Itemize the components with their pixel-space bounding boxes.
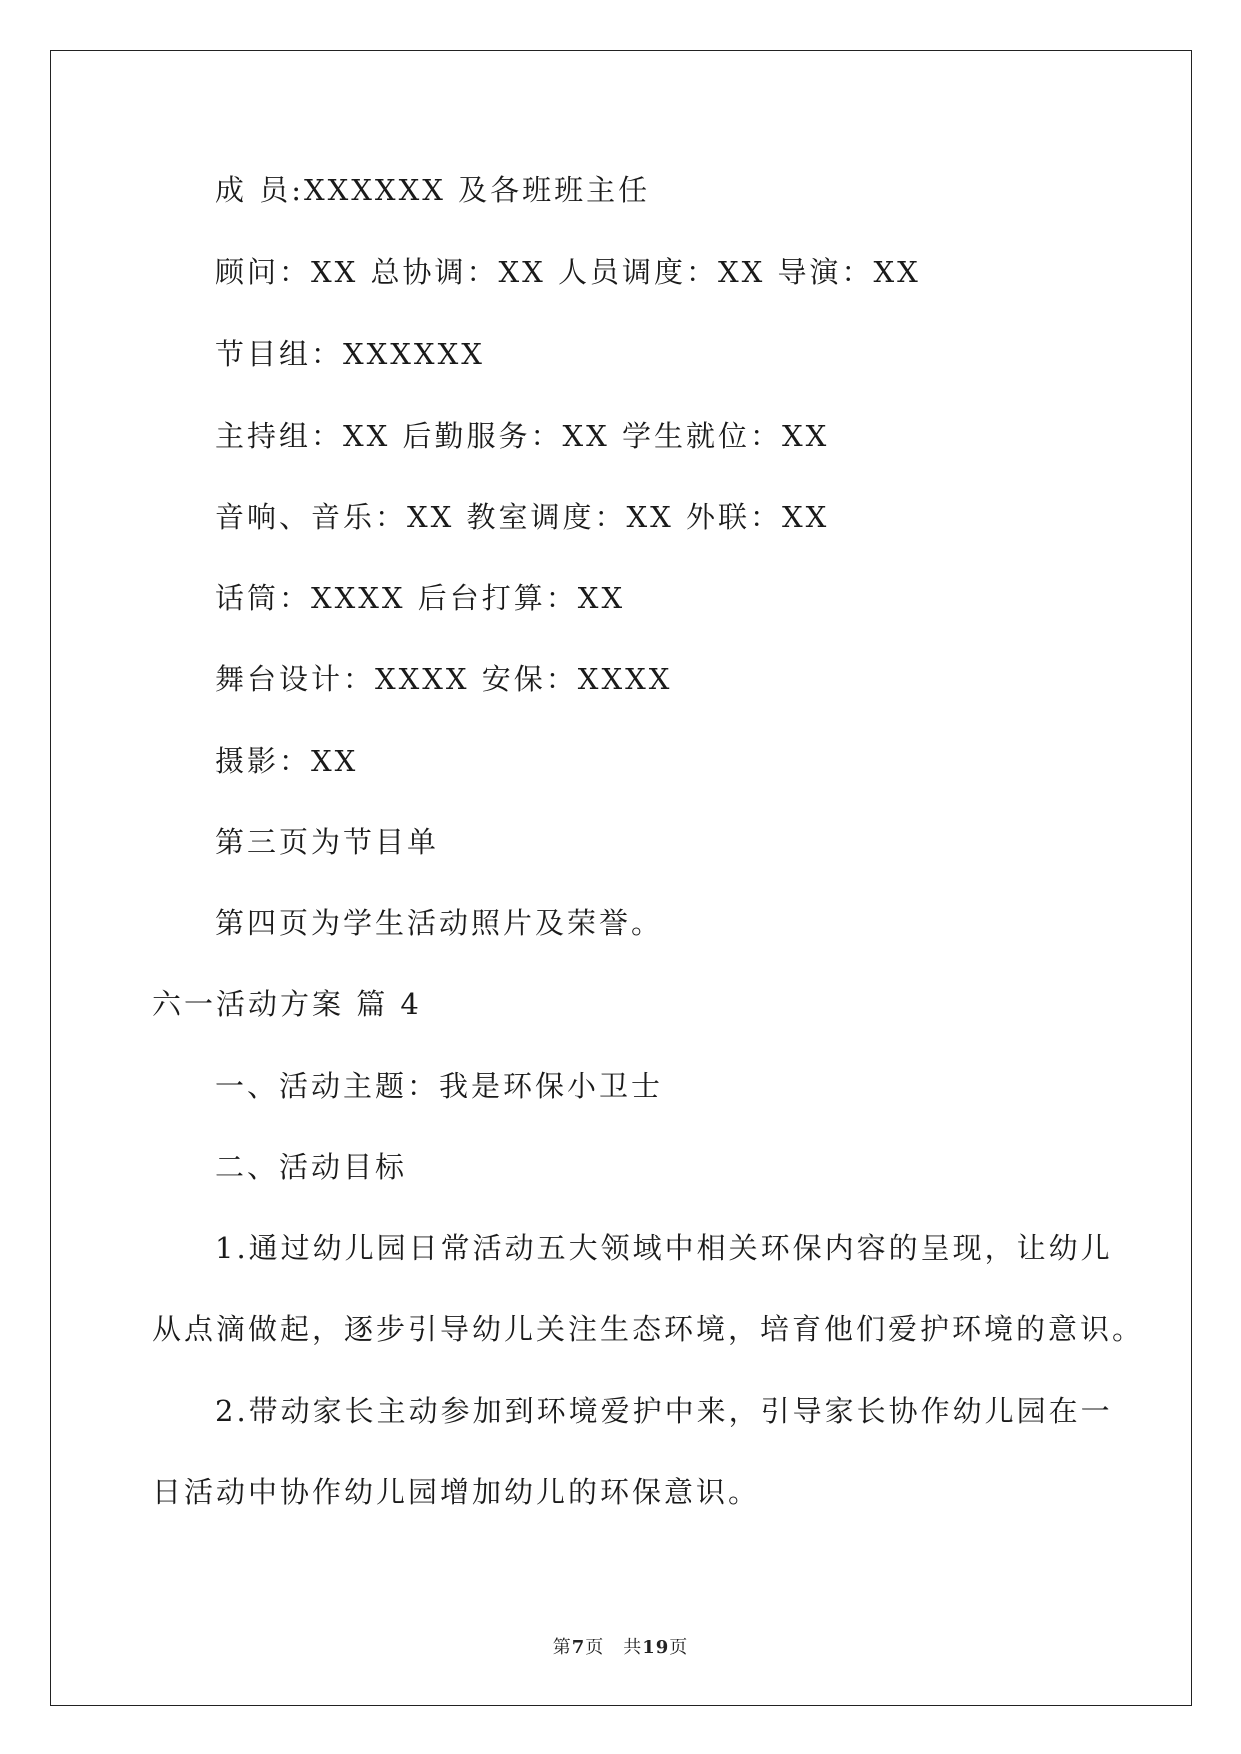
text-line: 话筒：XXXX 后台打算：XX bbox=[215, 581, 626, 615]
text-line: 舞台设计：XXXX 安保：XXXX bbox=[215, 662, 673, 696]
text-line: 摄影：XX bbox=[215, 744, 359, 778]
text-line: 主持组：XX 后勤服务：XX 学生就位：XX bbox=[215, 419, 830, 453]
paragraph-line: 日活动中协作幼儿园增加幼儿的环保意识。 bbox=[152, 1475, 761, 1509]
text-line: 成 员:XXXXXX 及各班班主任 bbox=[215, 173, 651, 207]
current-page-number: 7 bbox=[571, 1637, 586, 1658]
text-line: 第三页为节目单 bbox=[215, 825, 440, 859]
footer-suffix: 页 bbox=[669, 1637, 689, 1658]
paragraph-line: 2.带动家长主动参加到环境爱护中来，引导家长协作幼儿园在一 bbox=[215, 1394, 1113, 1428]
section-heading: 六一活动方案 篇 4 bbox=[152, 987, 422, 1021]
paragraph-line: 从点滴做起，逐步引导幼儿关注生态环境，培育他们爱护环境的意识。 bbox=[152, 1312, 1145, 1346]
page-number-footer bbox=[0, 1633, 1241, 1659]
text-line: 一、活动主题：我是环保小卫士 bbox=[215, 1069, 664, 1103]
page-border bbox=[50, 50, 1192, 1706]
text-line: 音响、音乐：XX 教室调度：XX 外联：XX bbox=[215, 500, 830, 534]
text-line: 节目组：XXXXXX bbox=[215, 337, 485, 371]
paragraph-line: 1.通过幼儿园日常活动五大领域中相关环保内容的呈现，让幼儿 bbox=[215, 1231, 1113, 1265]
total-page-number: 19 bbox=[642, 1637, 670, 1658]
text-line: 二、活动目标 bbox=[215, 1150, 408, 1184]
footer-prefix: 第 bbox=[552, 1637, 572, 1658]
text-line: 顾问：XX 总协调：XX 人员调度：XX 导演：XX bbox=[215, 255, 921, 289]
footer-middle: 页 共 bbox=[585, 1637, 643, 1658]
text-line: 第四页为学生活动照片及荣誉。 bbox=[215, 906, 664, 940]
